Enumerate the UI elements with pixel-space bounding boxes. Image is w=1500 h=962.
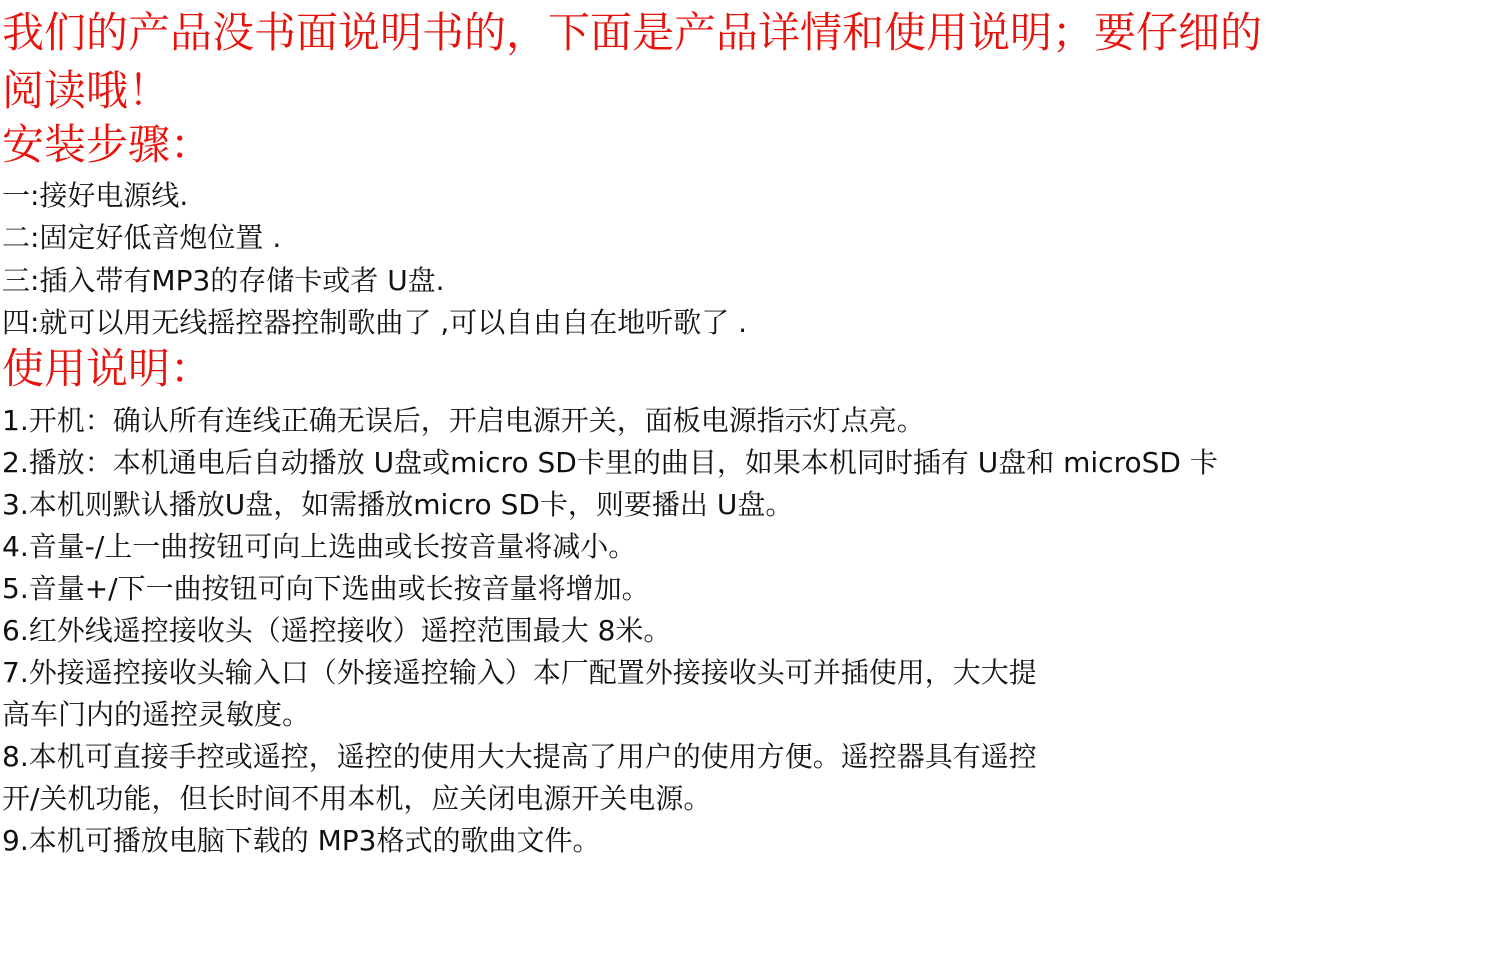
install-step-4: 四:就可以用无线摇控器控制歌曲了 ,可以自由自在地听歌了 .: [2, 306, 748, 339]
usage-item-7: 7.外接遥控接收头输入口（外接遥控输入）本厂配置外接接收头可并插使用，大大提: [2, 656, 1037, 689]
usage-item-5: 5.音量+/下一曲按钮可向下选曲或长按音量将增加。: [2, 572, 650, 605]
usage-item-1: 1.开机：确认所有连线正确无误后，开启电源开关，面板电源指示灯点亮。: [2, 404, 925, 437]
usage-item-6: 6.红外线遥控接收头（遥控接收）遥控范围最大 8米。: [2, 614, 672, 647]
usage-item-3: 3.本机则默认播放U盘，如需播放micro SD卡，则要播出 U盘。: [2, 488, 794, 521]
usage-item-9: 9.本机可播放电脑下载的 MP3格式的歌曲文件。: [2, 824, 601, 857]
usage-item-4: 4.音量-/上一曲按钮可向上选曲或长按音量将减小。: [2, 530, 637, 563]
usage-item-7-continued: 高车门内的遥控灵敏度。: [2, 698, 311, 731]
install-heading: 安装步骤：: [2, 120, 213, 169]
install-step-1: 一:接好电源线.: [2, 179, 189, 212]
usage-item-2: 2.播放：本机通电后自动播放 U盘或micro SD卡里的曲目，如果本机同时插有 U盘和 microSD 卡: [2, 446, 1218, 479]
intro-line-1: 我们的产品没书面说明书的，下面是产品详情和使用说明；要仔细的: [2, 8, 1263, 57]
usage-item-8: 8.本机可直接手控或遥控，遥控的使用大大提高了用户的使用方便。遥控器具有遥控: [2, 740, 1037, 773]
install-step-3: 三:插入带有MP3的存储卡或者 U盘.: [2, 264, 445, 297]
usage-item-8-continued: 开/关机功能，但长时间不用本机，应关闭电源开关电源。: [2, 782, 712, 815]
install-step-2: 二:固定好低音炮位置 .: [2, 221, 282, 254]
intro-line-2: 阅读哦！: [2, 66, 171, 115]
usage-heading: 使用说明：: [2, 344, 213, 393]
